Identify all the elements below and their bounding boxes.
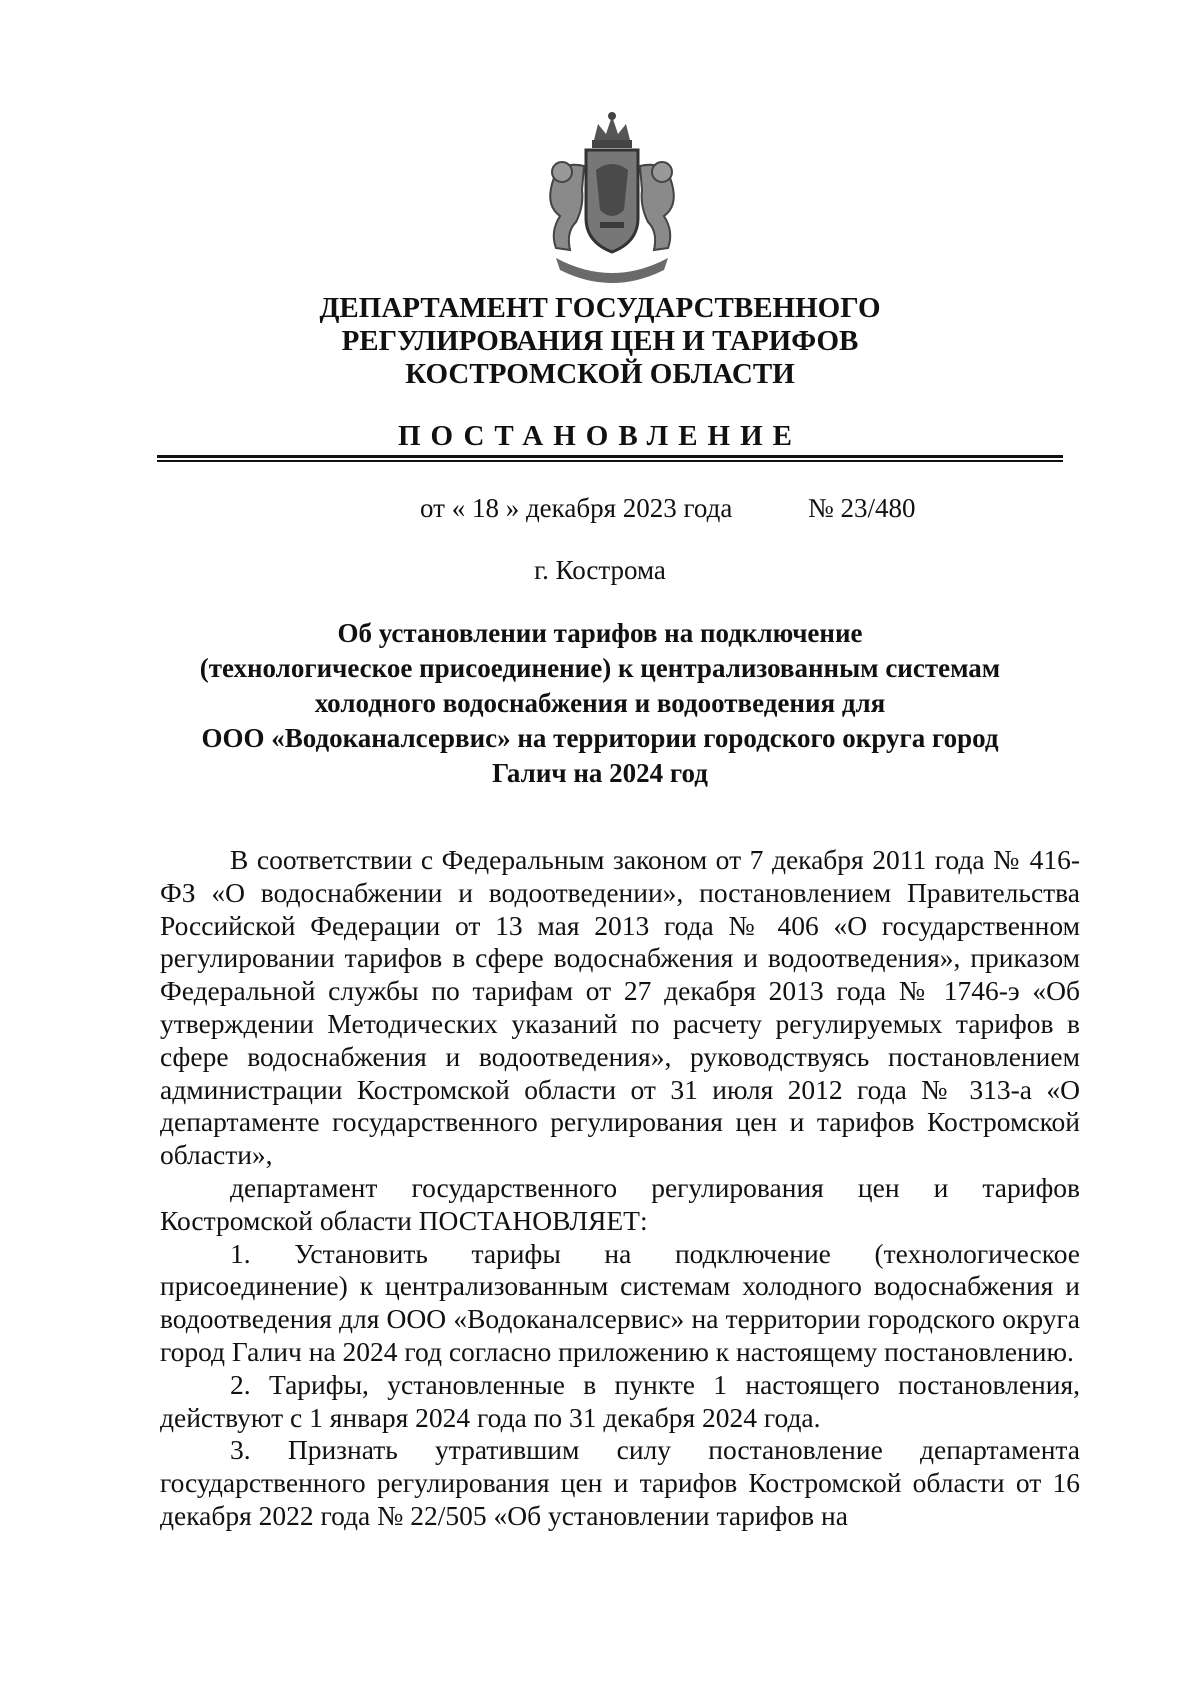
title-line: Об установлении тарифов на подключение: [337, 618, 863, 648]
document-title: [170, 616, 1030, 791]
resolution-item-3: 3. Признать утратившим силу постановление департамента государственного регулирования цен и тарифов Костромской области от 16 декабря 2022 года № 22/505 «Об установлении тарифов на: [160, 1434, 1080, 1531]
header-divider: [157, 455, 1063, 462]
department-line: КОСТРОМСКОЙ ОБЛАСТИ: [405, 358, 795, 390]
department-name: [160, 292, 1040, 391]
preamble-paragraph: В соответствии с Федеральным законом от 7 декабря 2011 года № 416-ФЗ «О водоснабжении и водоотведении», постановлением Правительства Российской Федерации от 13 мая 2013 года № 406 «О государственном регулировании тарифов в сфере водоснабжения и водоотведения», приказом Федеральной службы по тарифам от 27 декабря 2013 года № 1746-э «Об утверждении Методических указаний по расчету регулируемых тарифов в сфере водоснабжения и водоотведения», руководствуясь постановлением администрации Костромской области от 31 июля 2012 года № 313-а «О департаменте государственного регулирования цен и тарифов Костромской области»,: [160, 844, 1080, 1171]
department-line: ДЕПАРТАМЕНТ ГОСУДАРСТВЕННОГО: [319, 292, 881, 324]
document-city: г. Кострома: [534, 555, 666, 585]
department-line: РЕГУЛИРОВАНИЯ ЦЕН И ТАРИФОВ: [341, 325, 859, 357]
resolution-item-2: 2. Тарифы, установленные в пункте 1 настоящего постановления, действуют с 1 января 2024 года по 31 декабря 2024 года.: [160, 1368, 1080, 1433]
document-body: [160, 844, 1080, 1533]
coat-of-arms-icon: [536, 110, 688, 290]
document-date: от « 18 » декабря 2023 года: [420, 493, 733, 523]
title-line: ООО «Водоканалсервис» на территории городского округа город: [201, 723, 999, 753]
title-line: (технологическое присоединение) к централизованным системам: [199, 653, 1001, 683]
decision-intro-paragraph: департамент государственного регулирования цен и тарифов Костромской области ПОСТАНОВЛЯЕТ:: [160, 1171, 1080, 1236]
resolution-item-1: 1. Установить тарифы на подключение (технологическое присоединение) к централизованным системам холодного водоснабжения и водоотведения для ООО «Водоканалсервис» на территории городского округа город Галич на 2024 год согласно приложению к настоящему постановлению.: [160, 1237, 1080, 1367]
document-type-heading: ПОСТАНОВЛЕНИЕ: [397, 420, 802, 452]
title-line: холодного водоснабжения и водоотведения для: [314, 688, 886, 718]
document-number: № 23/480: [808, 493, 916, 523]
title-line: Галич на 2024 год: [492, 758, 708, 788]
